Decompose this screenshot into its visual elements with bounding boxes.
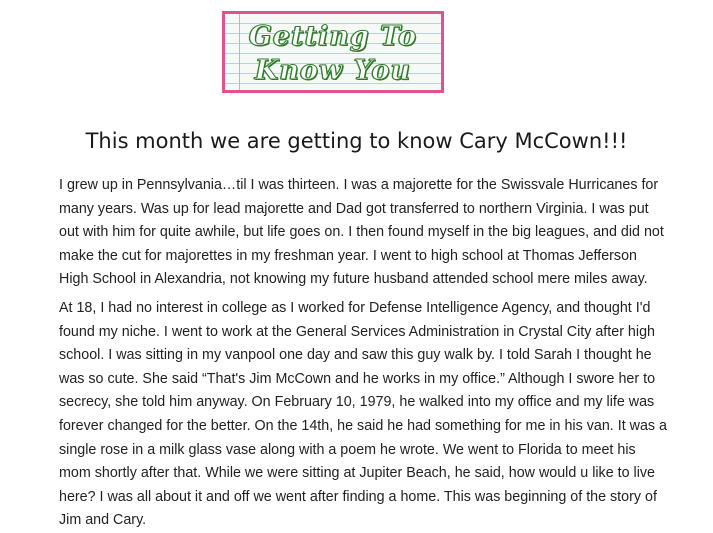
paragraph-childhood [59,174,709,292]
paragraph-line: secrecy, she told him anyway. On February 10, 1979, he walked into my office and my life was [59,394,655,411]
paragraph-line: mom shortly after that. While we were sitting at Jupiter Beach, he said, how would u like to live [59,465,655,482]
paragraph-line: High School in Alexandria, not knowing my future husband attended school mere miles away. [59,271,648,288]
paragraph-line: At 18, I had no interest in college as I worked for Defense Intelligence Agency, and thought I'd [59,300,651,316]
getting-to-know-you-banner [222,11,444,93]
paragraph-line: single rose in a milk glass vase along with a poem he wrote. We went to Florida to meet his [59,441,636,458]
paragraph-line: make the cut for majorettes in my freshman year. I went to high school at Thomas Jefferson [59,247,637,264]
paragraph-line: was so cute. She said “That's Jim McCown and he works in my office.” Although I swore her to [59,370,656,387]
paragraph-line: I grew up in Pennsylvania…til I was thirteen. I was a majorette for the Swissvale Hurricanes for [59,177,659,193]
paragraph-line: out with him for quite awhile, but life goes on. I then found myself in the big leagues, and did not [59,224,664,241]
paragraph-line: school. I was sitting in my vanpool one day and saw this guy walk by. I told Sarah I thought he [59,347,652,364]
banner-title-line-1: Getting To [248,21,418,52]
paragraph-line: many years. Was up for lead majorette and Dad got transferred to northern Virginia. I was put [59,200,649,217]
banner-title-line-2: Know You [254,55,412,86]
paragraph-line: forever changed for the better. On the 14th, he said he had something for me in his van. It was a [59,417,667,434]
paragraph-meeting-jim [59,297,709,533]
paragraph-line: found my niche. I went to work at the General Services Administration in Crystal City after high [59,323,655,340]
page-headline: This month we are getting to know Cary McCown!!! [85,129,628,153]
paragraph-line: here? I was all about it and off we went after finding a home. This was beginning of the story of [59,488,657,505]
paragraph-line: Jim and Cary. [59,512,147,529]
